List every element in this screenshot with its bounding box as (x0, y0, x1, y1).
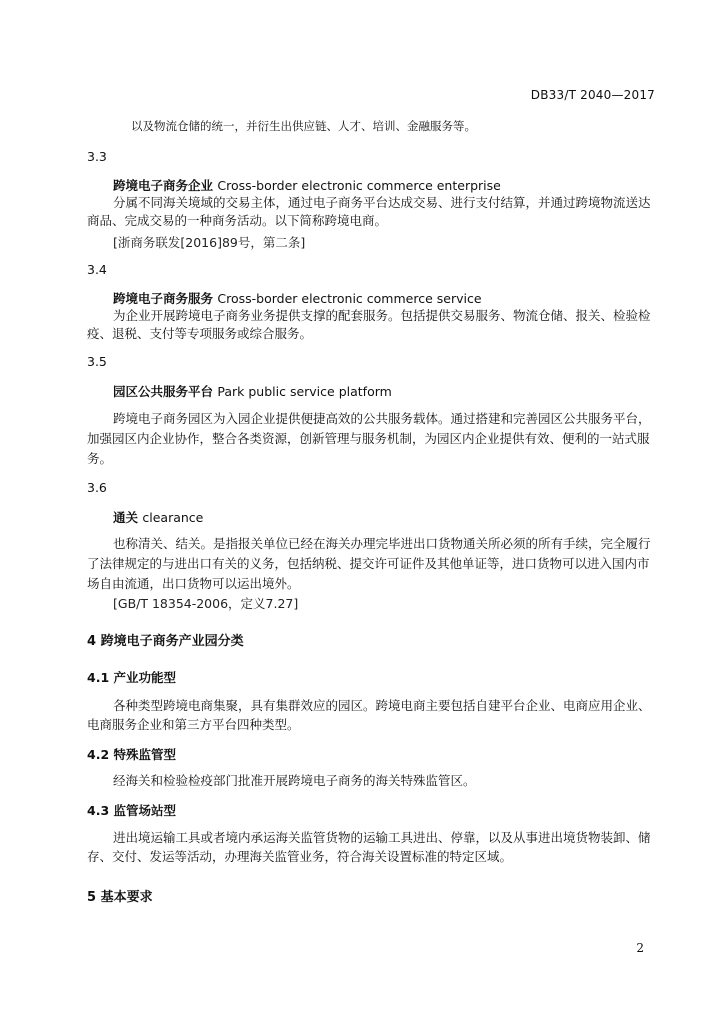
definition-line: 疫、退税、支付等专项服务或综合服务。 (87, 326, 313, 341)
section-heading-5: 5 基本要求 (87, 890, 153, 905)
definition-line: 加强园区内企业协作，整合各类资源，创新管理与服务机制，为园区内企业提供有效、便利的一站式服 (87, 431, 650, 446)
clause-number-3-6: 3.6 (87, 480, 107, 495)
term-en: Park public service platform (217, 384, 392, 399)
term-3-6 (113, 508, 203, 526)
term-cn: 园区公共服务平台 (113, 384, 214, 399)
subsection-heading-4-1: 4.1 产业功能型 (87, 670, 176, 685)
term-cn: 跨境电子商务企业 (113, 178, 214, 193)
continuation-text: 以及物流仓储的统一，并衍生出供应链、人才、培训、金融服务等。 (131, 119, 476, 133)
definition-line: 为企业开展跨境电子商务业务提供支撑的配套服务。包括提供交易服务、物流仓储、报关、检验检 (113, 308, 651, 323)
definition-line: 分属不同海关境域的交易主体，通过电子商务平台达成交易、进行支付结算，并通过跨境物流送达 (113, 195, 651, 210)
definition-line: 跨境电子商务园区为入园企业提供便捷高效的公共服务载体。通过搭建和完善园区公共服务平台， (113, 411, 651, 426)
term-en: clearance (142, 510, 204, 525)
body-line: 电商服务企业和第三方平台四种类型。 (87, 717, 300, 732)
subsection-heading-4-3: 4.3 监管场站型 (87, 803, 176, 818)
definition-line: 了法律规定的与进出口有关的义务，包括纳税、提交许可证件及其他单证等，进口货物可以进入国内市 (87, 556, 650, 571)
reference: [GB/T 18354-2006，定义7.27] (113, 596, 299, 611)
term-en: Cross-border electronic commerce enterprise (217, 178, 501, 193)
page-number: 2 (636, 941, 644, 955)
definition-line: 务。 (87, 451, 113, 466)
subsection-heading-4-2: 4.2 特殊监管型 (87, 747, 176, 762)
term-3-5 (113, 382, 392, 400)
body-line: 各种类型跨境电商集聚，具有集群效应的园区。跨境电商主要包括自建平台企业、电商应用企业、 (113, 698, 651, 713)
term-3-3 (113, 176, 501, 194)
term-3-4 (113, 289, 482, 307)
reference: [浙商务联发[2016]89号，第二条] (113, 235, 306, 250)
body-line: 进出境运输工具或者境内承运海关监管货物的运输工具进出、停靠，以及从事进出境货物装卸、储 (113, 830, 651, 845)
clause-number-3-3: 3.3 (87, 149, 107, 164)
body-line: 经海关和检验检疫部门批准开展跨境电子商务的海关特殊监管区。 (113, 773, 476, 788)
definition-line: 商品、完成交易的一种商务活动。以下简称跨境电商。 (87, 213, 388, 228)
term-cn: 跨境电子商务服务 (113, 291, 214, 306)
body-line: 存、交付、发运等活动，办理海关监管业务，符合海关设置标准的特定区域。 (87, 849, 513, 864)
section-heading-4: 4 跨境电子商务产业园分类 (87, 634, 244, 649)
clause-number-3-4: 3.4 (87, 262, 107, 277)
term-en: Cross-border electronic commerce service (217, 291, 482, 306)
definition-line: 场自由流通，出口货物可以运出境外。 (87, 576, 300, 591)
term-cn: 通关 (113, 510, 139, 525)
standard-code-header: DB33/T 2040—2017 (530, 88, 655, 102)
definition-line: 也称清关、结关。是指报关单位已经在海关办理完毕进出口货物通关所必须的所有手续，完全履行 (113, 536, 651, 551)
clause-number-3-5: 3.5 (87, 354, 107, 369)
